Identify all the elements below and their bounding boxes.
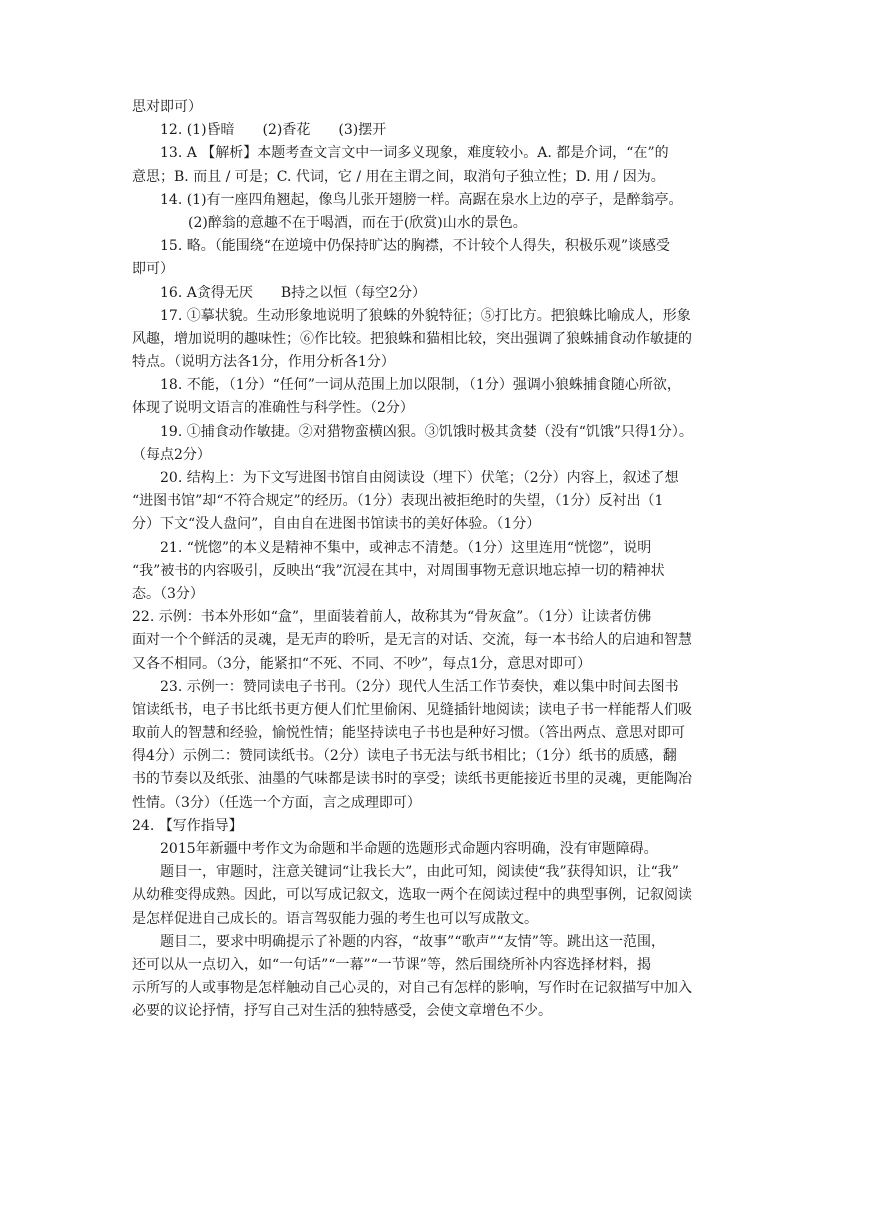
text-line: 示所写的人或事物是怎样触动自己心灵的，对自己有怎样的影响，写作时在记叙描写中加入 <box>132 980 692 997</box>
text-line: 性情。（3分）（任选一个方面，言之成理即可） <box>132 794 421 811</box>
text-line: 得4分）示例二：赞同读纸书。（2分）读电子书无法与纸书相比；（1分）纸书的质感，翻 <box>132 748 677 765</box>
text-line: （每点2分） <box>132 446 211 463</box>
answer-13: 13. A 【解析】本题考查文言文中一词多义现象，难度较小。A. 都是介词，“在”的 <box>160 145 669 162</box>
answer-14: 14. (1)有一座四角翘起，像鸟儿张开翅膀一样。高踞在泉水上边的亭子，是醉翁亭。 <box>160 191 683 208</box>
text-line: 题目一，审题时，注意关键词“让我长大”，由此可知，阅读使“我”获得知识，让“我” <box>160 864 679 881</box>
answer-15: 15. 略。（能围绕“在逆境中仍保持旷达的胸襟，不计较个人得失，积极乐观”谈感受 <box>160 238 671 255</box>
text-line: 分）下文“没人盘问”，自由自在进图书馆读书的美好体验。（1分） <box>132 516 541 533</box>
answer-19: 19. ①捕食动作敏捷。②对猎物蛮横凶狠。③饥饿时极其贪婪（没有“饥饿”只得1分）。 <box>160 423 693 440</box>
text-line: “我”被书的内容吸引，反映出“我”沉浸在其中，对周围事物无意识地忘掉一切的精神状 <box>132 562 665 579</box>
text-line: 还可以从一点切入，如“一句话”“一幕”“一节课”等，然后围绕所补内容选择材料，揭 <box>132 956 651 973</box>
answer-22: 22. 示例：书本外形如“盒”，里面装着前人，故称其为“骨灰盒”。（1分）让读者仿佛 <box>132 609 652 626</box>
text-line: 特点。（说明方法各1分，作用分析各1分） <box>132 354 395 371</box>
text-line: (2)醉翁的意趣不在于喝酒，而在于(欣赏)山水的景色。 <box>188 214 527 231</box>
answer-16: 16. A贪得无厌 B持之以恒（每空2分） <box>160 284 427 301</box>
text-line: 思对即可） <box>132 99 202 115</box>
answer-23: 23. 示例一：赞同读电子书刊。（2分）现代人生活工作节奏快，难以集中时间去图书 <box>160 678 679 695</box>
text-line: 2015年新疆中考作文为命题和半命题的选题形式命题内容明确，没有审题障碍。 <box>160 841 658 857</box>
text-line: 面对一个个鲜活的灵魂，是无声的聆听，是无言的对话、交流，每一本书给人的启迪和智慧 <box>132 632 692 649</box>
answer-24-heading: 24. 【写作指导】 <box>132 817 243 834</box>
text-line: 是怎样促进自己成长的。语言驾驭能力强的考生也可以写成散文。 <box>132 910 538 927</box>
answer-20: 20. 结构上：为下文写进图书馆自由阅读设（埋下）伏笔；（2分）内容上，叙述了想 <box>160 470 679 486</box>
text-line: 馆读纸书，电子书比纸书更方便人们忙里偷闲、见缝插针地阅读；读电子书一样能帮人们吸 <box>132 701 692 718</box>
text-line: 取前人的智慧和经验，愉悦性情；能坚持读电子书也是种好习惯。（答出两点、意思对即可 <box>132 725 685 742</box>
text-line: 体现了说明文语言的准确性与科学性。（2分） <box>132 400 414 417</box>
text-line: 态。（3分） <box>132 585 204 602</box>
answer-17: 17. ①摹状貌。生动形象地说明了狼蛛的外貌特征；⑤打比方。把狼蛛比喻成人，形象 <box>160 307 691 324</box>
answer-18: 18. 不能，（1分）“任何”一词从范围上加以限制，（1分）强调小狼蛛捕食随心所欲， <box>160 377 681 394</box>
text-line: 即可） <box>132 261 174 278</box>
text-line: 必要的议论抒情，抒写自己对生活的独特感受，会使文章增色不少。 <box>132 1003 552 1020</box>
answer-21: 21. “恍惚”的本义是精神不集中，或神志不清楚。（1分）这里连用“恍惚”，说明 <box>160 539 652 556</box>
text-line: 题目二，要求中明确提示了补题的内容，“故事”“歌声”“友情”等。跳出这一范围， <box>160 933 665 950</box>
text-line: “进图书馆”却“不符合规定”的经历。（1分）表现出被拒绝时的失望，（1分）反衬出（1 <box>132 493 664 510</box>
text-line: 书的节奏以及纸张、油墨的气味都是读书时的享受；读纸书更能接近书里的灵魂，更能陶冶 <box>132 771 692 788</box>
text-line: 从幼稚变得成熟。因此，可以写成记叙文，选取一两个在阅读过程中的典型事例，记叙阅读 <box>132 887 692 904</box>
text-line: 意思；B. 而且 / 可是；C. 代词，它 / 用在主谓之间，取消句子独立性；D. 用 / 因为。 <box>132 168 665 185</box>
answer-12: 12. (1)昏暗 (2)香花 (3)摆开 <box>160 122 387 139</box>
text-line: 风趣，增加说明的趣味性；⑥作比较。把狼蛛和猫相比较，突出强调了狼蛛捕食动作敏捷的 <box>132 330 692 347</box>
text-line: 又各不相同。（3分，能紧扣“不死、不同、不吵”，每点1分，意思对即可） <box>132 655 592 672</box>
answer-key-page <box>132 96 740 1024</box>
